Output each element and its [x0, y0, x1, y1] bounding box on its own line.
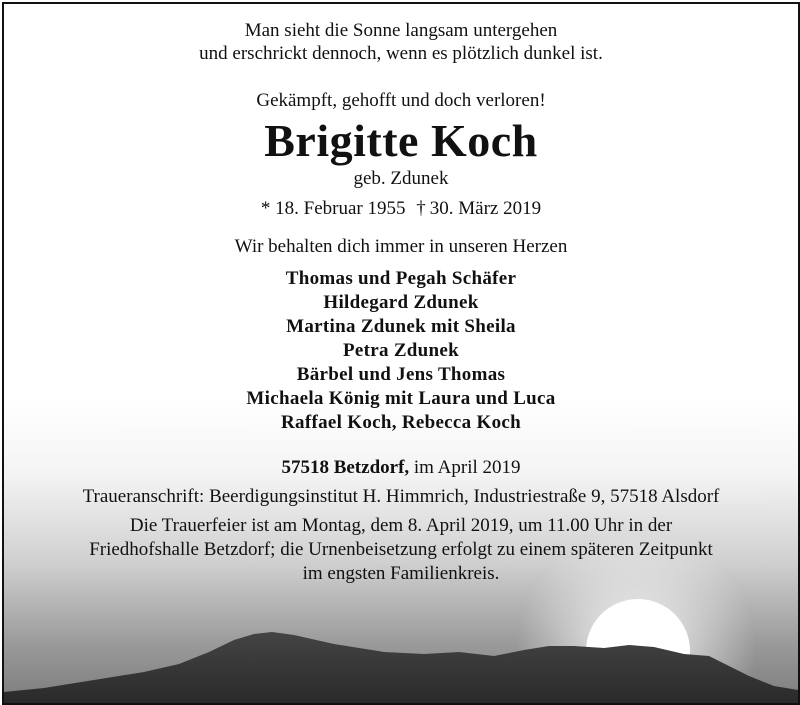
mourner: Bärbel und Jens Thomas	[296, 364, 506, 385]
date-line: im April 2019	[413, 457, 521, 478]
place-and-date	[4, 457, 798, 479]
death-cross-icon: †	[416, 198, 426, 219]
mourner: Thomas und Pegah Schäfer	[285, 268, 517, 289]
death-date: 30. März 2019	[429, 198, 542, 219]
ceremony-line-3: im engsten Familienkreis.	[302, 563, 500, 584]
obituary-notice	[2, 2, 800, 705]
mourner: Martina Zdunek mit Sheila	[286, 316, 516, 337]
mourner: Hildegard Zdunek	[323, 292, 479, 313]
motto: Gekämpft, gehofft und doch verloren!	[256, 90, 546, 111]
mourner: Raffael Koch, Rebecca Koch	[281, 412, 521, 433]
poem-line-1: Man sieht die Sonne langsam untergehen	[244, 20, 558, 41]
birth-date: 18. Februar 1955	[275, 198, 406, 219]
closing-line: Wir behalten dich immer in unseren Herzen	[234, 236, 568, 257]
ceremony-line-1: Die Trauerfeier ist am Montag, dem 8. April 2019, um 11.00 Uhr in der	[129, 515, 673, 536]
poem-line-2: und erschrickt dennoch, wenn es plötzlich dunkel ist.	[199, 43, 603, 64]
life-dates	[4, 198, 798, 220]
birth-symbol: *	[260, 198, 271, 219]
deceased-name: Brigitte Koch	[264, 115, 538, 166]
mourner: Michaela König mit Laura und Luca	[246, 388, 556, 409]
place: 57518 Betzdorf,	[281, 457, 410, 478]
mourning-address: Traueranschrift: Beerdigungsinstitut H. Himmrich, Industriestraße 9, 57518 Alsdorf	[82, 486, 720, 507]
ceremony-line-2: Friedhofshalle Betzdorf; die Urnenbeisetzung erfolgt zu einem späteren Zeitpunkt	[89, 539, 713, 560]
maiden-name: geb. Zdunek	[353, 168, 449, 189]
mourner: Petra Zdunek	[342, 340, 460, 361]
